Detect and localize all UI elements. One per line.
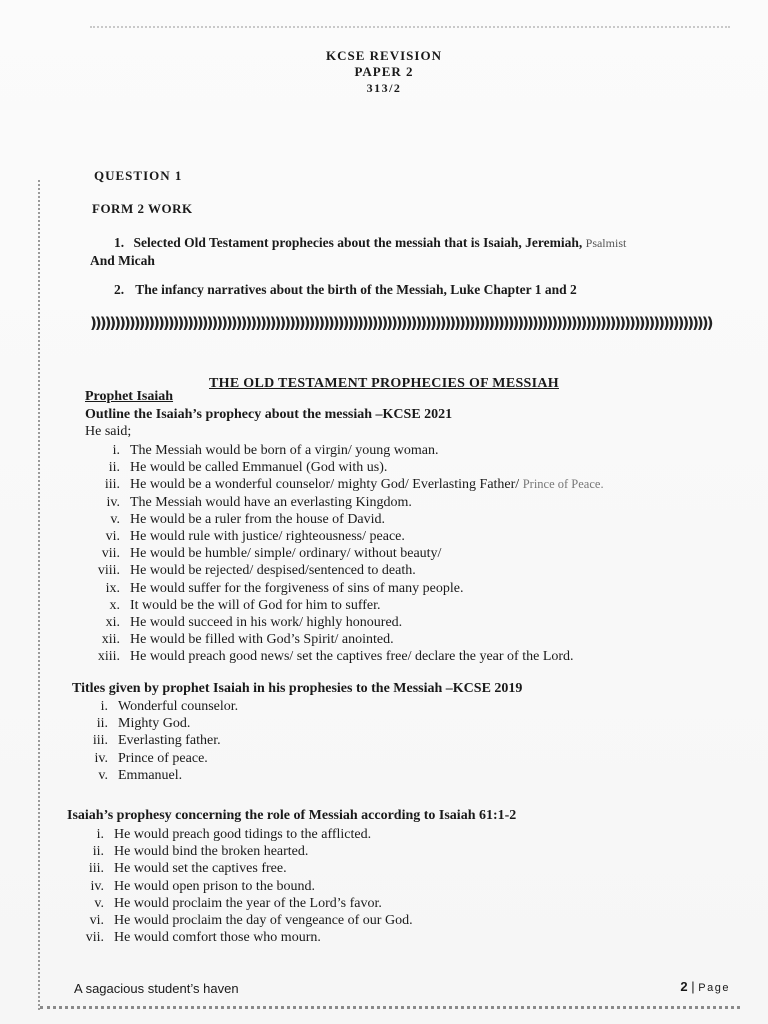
list-number: xi. [105,614,120,630]
list-text: Prince of peace. [118,750,208,766]
list-number: ii. [108,460,120,476]
list-text: Everlasting father. [118,733,221,749]
list-number: vi. [89,912,104,928]
header-title: KCSE REVISION [326,48,442,63]
page-number [680,979,730,994]
list-number: vii. [101,546,120,562]
list-text: Mighty God. [118,716,191,732]
list-text: He would be a ruler from the house of David. [130,511,386,527]
list-number: iii. [104,477,120,493]
header-paper: PAPER 2 [354,64,414,79]
topic-text-cont: And Micah [90,253,155,268]
page-word: Page [698,982,730,994]
list-text: He would suffer for the forgiveness of sins of many people. [130,580,464,596]
list-number: ii. [96,716,108,732]
prophet-heading: Prophet Isaiah [85,389,174,404]
topic-number: 1. [114,235,125,250]
list-text: The Messiah would have an everlasting Kingdom. [130,494,412,510]
page-number-value: 2 [680,979,688,994]
list-text-faint: Prince of Peace. [522,477,604,492]
topic-item-1 [90,234,740,269]
page-left-edge [38,180,40,1010]
list-number: iv. [94,750,108,766]
topic-number: 2. [114,282,125,297]
list-text: He would preach good news/ set the captives free/ declare the year of the Lord. [130,649,574,665]
list-text: He would set the captives free. [114,861,287,877]
topic-text: Selected Old Testament prophecies about the messiah that is Isaiah, Jeremiah, [133,235,583,250]
intro-text: He said; [85,424,132,439]
list-number: i. [100,699,108,714]
list-text: Emmanuel. [118,767,183,783]
list-text: He would proclaim the day of vengeance of our God. [114,912,413,928]
form-label: FORM 2 WORK [92,201,193,216]
header-code: 313/2 [366,81,402,95]
list-text: He would be called Emmanuel (God with us). [130,460,388,476]
outline-heading: Outline the Isaiah’s prophecy about the messiah –KCSE 2021 [85,407,453,422]
page-separator: | [691,979,695,994]
list-text: He would rule with justice/ righteousness/ peace. [130,528,405,544]
list-text: He would be humble/ simple/ ordinary/ without beauty/ [130,546,442,562]
page-bottom-edge [40,1006,740,1009]
titles-heading: Titles given by prophet Isaiah in his prophesies to the Messiah –KCSE 2019 [72,681,523,696]
list-number: ii. [92,844,104,860]
list-text: He would be a wonderful counselor/ mighty God/ Everlasting Father/ [130,477,520,493]
list-number: vii. [85,930,104,946]
list-number: iv. [106,494,120,510]
list-text: He would comfort those who mourn. [114,930,321,946]
list-text: It would be the will of God for him to suffer. [130,597,381,613]
list-text: He would succeed in his work/ highly honoured. [130,614,403,630]
list-number: i. [96,827,104,842]
question-title: QUESTION 1 [94,168,183,183]
decorative-divider: )))))))))))))))))))))))))))))))))))))))))))))))))))))))))))))))))))))))))))))))))))))))))))))))))))))))))))))))))))))))))))))))) [90,314,712,332]
list-number: v. [94,895,104,911]
list-number: i. [112,443,120,458]
footer-tagline: A sagacious student’s haven [74,981,239,996]
list-number: viii. [97,563,120,579]
list-number: v. [98,767,108,783]
list-number: v. [110,511,120,527]
topic-text: The infancy narratives about the birth of the Messiah, Luke Chapter 1 and 2 [135,282,577,297]
topic-text-faint: Psalmist [585,236,627,250]
list-number: iv. [90,878,104,894]
role-heading: Isaiah’s prophesy concerning the role of Messiah according to Isaiah 61:1-2 [67,808,517,823]
document-header [0,48,768,96]
list-text: He would proclaim the year of the Lord’s favor. [114,895,382,911]
list-text: He would open prison to the bound. [114,878,316,894]
list-number: iii. [88,861,104,877]
list-number: xiii. [97,649,120,665]
list-text: The Messiah would be born of a virgin/ young woman. [130,443,439,458]
list-text: He would bind the broken hearted. [114,844,309,860]
topic-item-2 [114,282,577,298]
list-number: iii. [92,733,108,749]
list-text: He would be filled with God’s Spirit/ anointed. [130,632,394,648]
list-text: He would preach good tidings to the afflicted. [114,827,372,842]
page-top-edge [90,26,730,28]
list-number: vi. [105,528,120,544]
section-title: THE OLD TESTAMENT PROPHECIES OF MESSIAH [209,376,559,391]
list-number: xii. [101,632,120,648]
list-text: He would be rejected/ despised/sentenced to death. [130,563,416,579]
list-text: Wonderful counselor. [118,699,239,714]
list-number: x. [109,597,120,613]
list-number: ix. [105,580,120,596]
